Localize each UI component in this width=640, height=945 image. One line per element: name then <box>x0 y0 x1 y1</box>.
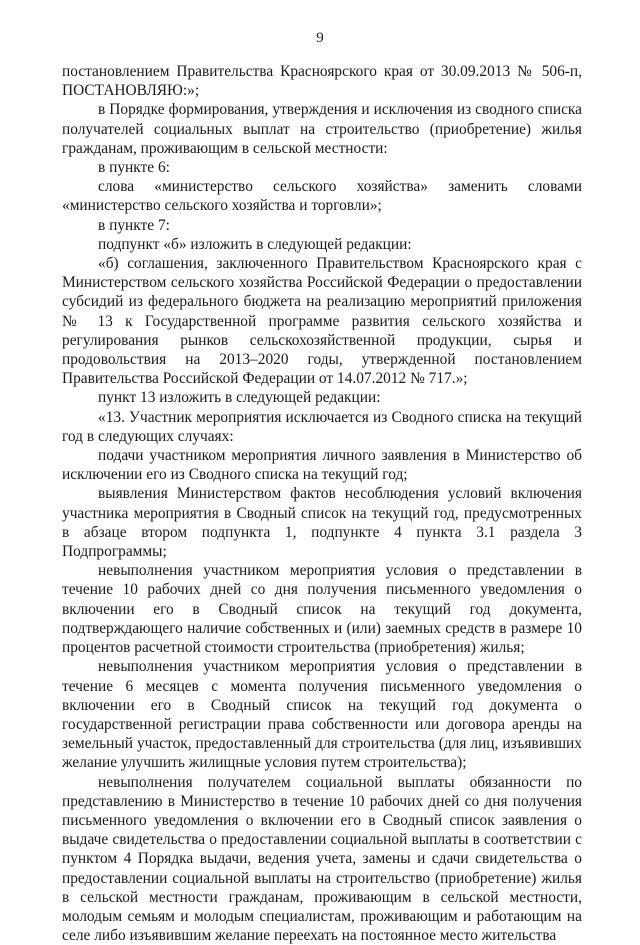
paragraph: слова «министерство сельского хозяйства» заменить словами «министерство сельского хозяйства и торговли»; <box>62 178 582 215</box>
paragraph: подпункт «б» изложить в следующей редакции: <box>98 235 412 253</box>
paragraph: невыполнения участником мероприятия условия о представлении в течение 6 месяцев с момента получения письменного уведомления о включении его в Сводный список на текущий год документа о государственной регистрации права собственности или договора аренды на земельный участок, предоставленный для строительства (для лиц, изъявивших желание улучшить жилищные условия путем строительства); <box>62 658 582 772</box>
paragraph: «б) соглашения, заключенного Правительством Красноярского края с Министерством сельского хозяйства Российской Федерации о предоставлении субсидий из федерального бюджета на реализацию мероприятий приложения № 13 к Государственной программе развития сельского хозяйства и регулирования рынков сельскохозяйственной продукции, сырья и продовольствия на 2013–2020 годы, утвержденной постановлением Правительства Российской Федерации от 14.07.2012 № 717.»; <box>62 255 582 388</box>
paragraph: постановлением Правительства Красноярского края от 30.09.2013 № 506-п, ПОСТАНОВЛЯЮ:»; <box>62 63 582 100</box>
paragraph: в Порядке формирования, утверждения и исключения из сводного списка получателей социальных выплат на строительство (приобретение) жилья гражданам, проживающим в сельской местности: <box>62 101 582 157</box>
paragraph: в пункте 6: <box>98 159 170 177</box>
paragraph: подачи участником мероприятия личного заявления в Министерство об исключении его из Сводного списка на текущий год; <box>62 447 582 484</box>
paragraph: пункт 13 изложить в следующей редакции: <box>98 389 381 407</box>
paragraph: невыполнения участником мероприятия условия о представлении в течение 10 рабочих дней со дня получения письменного уведомления о включении его в Сводный список на текущий год документа, подтверждающего наличие собственных и (или) заемных средств в размере 10 процентов расчетной стоимости строительства (приобретения) жилья; <box>62 562 582 657</box>
paragraph: «13. Участник мероприятия исключается из Сводного списка на текущий год в следующих случаях: <box>62 408 582 445</box>
paragraph: в пункте 7: <box>98 216 170 234</box>
paragraph: невыполнения получателем социальной выплаты обязанности по представлению в Министерство в течение 10 рабочих дней со дня получения письменного уведомления о включении его в Сводный список заявления о выдаче свидетельства о предоставлении социальной выплаты в соответствии с пунктом 4 Порядка выдачи, ведения учета, замены и сдачи свидетельства о предоставлении социальной выплаты на строительство (приобретение) жилья в сельской местности гражданам, проживающим в сельской местности, молодым семьям и молодым специалистам, проживающим и работающим на селе либо изъявившим желание переехать на постоянное место жительства <box>62 773 582 945</box>
document-body <box>62 62 582 945</box>
paragraph: выявления Министерством фактов несоблюдения условий включения участника мероприятия в Сводный список на текущий год, предусмотренных в абзаце втором подпункта 1, подпункте 4 пункта 3.1 раздела 3 Подпрограммы; <box>62 485 582 561</box>
page-number: 9 <box>316 30 324 46</box>
